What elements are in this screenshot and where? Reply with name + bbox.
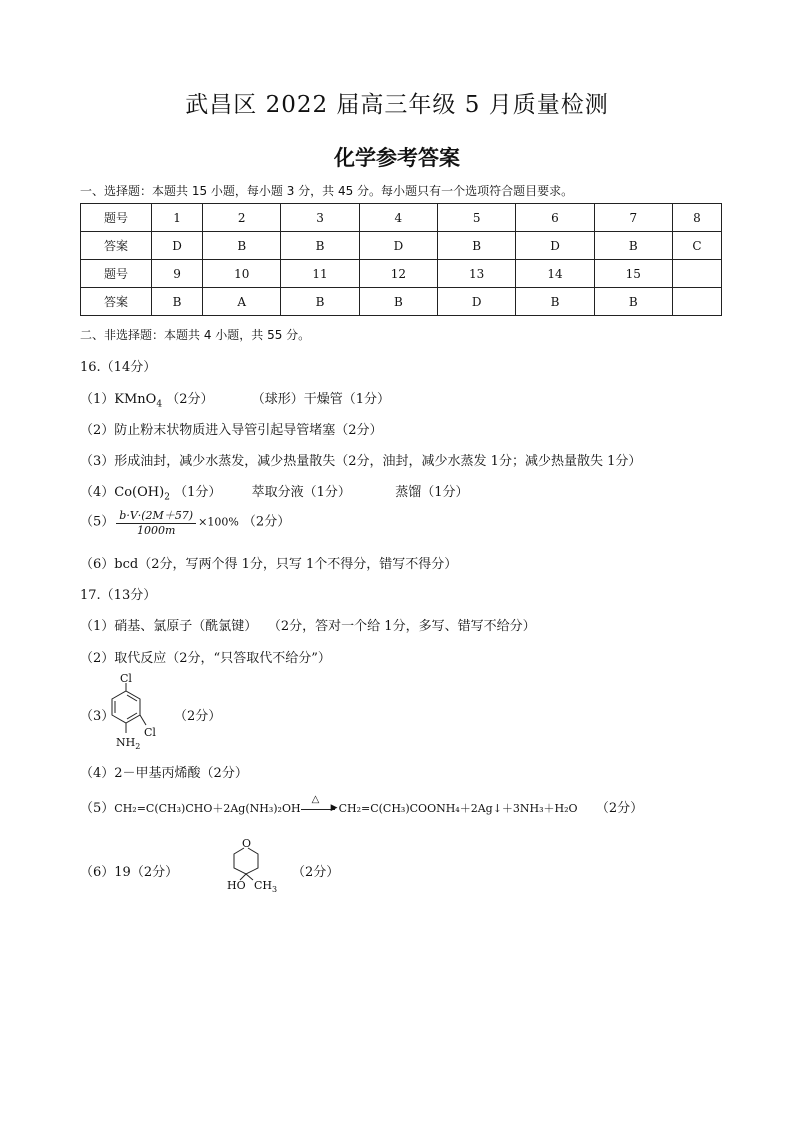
- q17-a5-score: （2分）: [595, 801, 644, 816]
- q17-a5-prefix: （5）: [80, 801, 115, 816]
- heat-condition: △: [311, 794, 320, 805]
- benzene-ring: [112, 691, 140, 723]
- answer-cell: B: [359, 288, 437, 316]
- question-number: 14: [516, 260, 594, 288]
- q17-a6-prefix: （6）19（2分）: [80, 865, 179, 880]
- reaction-arrow: [301, 794, 338, 813]
- answer-cell: D: [152, 232, 203, 260]
- q17-a3-score: （2分）: [174, 709, 222, 724]
- question-number: 8: [672, 204, 721, 232]
- q16-heading: 16.（14分）: [80, 360, 157, 375]
- answer-cell: D: [516, 232, 594, 260]
- q16-a5-prefix: （5）: [80, 514, 115, 530]
- answer-cell: D: [438, 288, 516, 316]
- q16-a4-score: （1分）: [174, 485, 222, 500]
- answer-cell: A: [203, 288, 281, 316]
- right-cl-label: Cl: [144, 726, 156, 739]
- top-cl-label: Cl: [120, 673, 132, 685]
- q16-a5-score: （2分）: [242, 514, 291, 530]
- arrow-head-icon: ▶: [330, 803, 338, 813]
- q17-answer-1: （1）硝基、氯原子（酰氯键） （2分，答对一个给 1分，多写、错写不给分）: [80, 619, 536, 634]
- ch-text: CH: [254, 879, 273, 892]
- q17-answer-2: （2）取代反应（2分，“只答取代不给分”）: [80, 651, 331, 666]
- q16-a1-subscript: 4: [156, 399, 163, 410]
- question-number: 1: [152, 204, 203, 232]
- question-number: 12: [359, 260, 437, 288]
- question-number: 13: [438, 260, 516, 288]
- question-number: 5: [438, 204, 516, 232]
- dichloroaniline-structure: [106, 673, 172, 755]
- q16-a1-score: （2分）: [166, 392, 214, 407]
- hydroxyl-label: HO: [227, 879, 246, 892]
- nh2-label: [116, 736, 140, 751]
- yield-formula-fraction: [116, 507, 196, 537]
- q16-a4-part-b: 萃取分液（1分）: [251, 485, 351, 500]
- fraction-denominator: 1000m: [136, 524, 176, 537]
- table-row: [81, 232, 722, 260]
- question-number: 3: [281, 204, 359, 232]
- table-row: [81, 260, 722, 288]
- answer-cell: B: [594, 232, 672, 260]
- page-subtitle: 化学参考答案: [334, 146, 460, 170]
- oxane-structure: [226, 836, 288, 896]
- q16-answer-1: [80, 388, 390, 410]
- fraction-numerator: b·V·(2M＋57): [116, 507, 196, 524]
- table-row: [81, 288, 722, 316]
- question-number: [672, 260, 721, 288]
- table-row: [81, 204, 722, 232]
- question-number: 9: [152, 260, 203, 288]
- oxane-ring: [234, 848, 258, 874]
- q16-a1-prefix: （1）KMnO: [80, 392, 157, 407]
- answer-cell: B: [281, 288, 359, 316]
- q17-answer-5: [80, 794, 644, 816]
- q16-answer-4: [80, 481, 468, 503]
- q16-a4-prefix: （4）Co(OH): [80, 485, 165, 500]
- question-number: 10: [203, 260, 281, 288]
- answer-cell: B: [438, 232, 516, 260]
- nh2-subscript: 2: [135, 742, 141, 751]
- q17-answer-4: （4）2－甲基丙烯酸（2分）: [80, 766, 248, 781]
- answer-cell: B: [594, 288, 672, 316]
- ch3-subscript: 3: [272, 885, 278, 894]
- methyl-label: [254, 879, 277, 894]
- answer-cell: C: [672, 232, 721, 260]
- question-number: 2: [203, 204, 281, 232]
- answer-cell: B: [281, 232, 359, 260]
- products: CH₂=C(CH₃)COONH₄＋2Ag↓＋3NH₃＋H₂O: [338, 802, 578, 815]
- row-label: 答案: [81, 288, 152, 316]
- q16-answer-3: （3）形成油封，减少水蒸发，减少热量散失（2分，油封，减少水蒸发 1分；减少热量散失 1分）: [80, 454, 642, 469]
- page-title: 武昌区 2022 届高三年级 5 月质量检测: [185, 92, 609, 118]
- nh-text: NH: [116, 736, 136, 749]
- bond-to-right-cl: [140, 715, 146, 725]
- q16-a1-part-b: （球形）干燥管（1分）: [251, 392, 391, 407]
- answer-cell: B: [152, 288, 203, 316]
- q17-a3-prefix: （3）: [80, 709, 115, 724]
- section1-heading: 一、选择题：本题共 15 小题，每小题 3 分，共 45 分。每小题只有一个选项符合题目要求。: [80, 184, 574, 198]
- answer-cell: B: [203, 232, 281, 260]
- question-number: 4: [359, 204, 437, 232]
- answer-cell: [672, 288, 721, 316]
- answer-cell: B: [516, 288, 594, 316]
- q17-heading: 17.（13分）: [80, 588, 157, 603]
- row-label: 题号: [81, 260, 152, 288]
- row-label: 题号: [81, 204, 152, 232]
- q16-a4-part-c: 蒸馏（1分）: [395, 485, 469, 500]
- multiple-choice-answer-table: [80, 203, 722, 316]
- bond-to-ch3: [246, 874, 253, 880]
- question-number: 7: [594, 204, 672, 232]
- oxygen-label: O: [242, 837, 252, 850]
- q16-a4-subscript: 2: [164, 492, 170, 503]
- arrow-shaft: [301, 809, 335, 810]
- section2-heading: 二、非选择题：本题共 4 小题，共 55 分。: [80, 328, 311, 342]
- q16-answer-5: [80, 507, 290, 537]
- q16-answer-6: （6）bcd（2分，写两个得 1分，只写 1个不得分，错写不得分）: [80, 557, 458, 572]
- question-number: 6: [516, 204, 594, 232]
- question-number: 11: [281, 260, 359, 288]
- q17-a6-score: （2分）: [292, 865, 340, 880]
- answer-cell: D: [359, 232, 437, 260]
- q16-a5-tail: ×100%: [198, 515, 239, 529]
- q16-answer-2: （2）防止粉末状物质进入导管引起导管堵塞（2分）: [80, 423, 383, 438]
- row-label: 答案: [81, 232, 152, 260]
- question-number: 15: [594, 260, 672, 288]
- reactants: CH₂=C(CH₃)CHO＋2Ag(NH₃)₂OH: [114, 802, 301, 815]
